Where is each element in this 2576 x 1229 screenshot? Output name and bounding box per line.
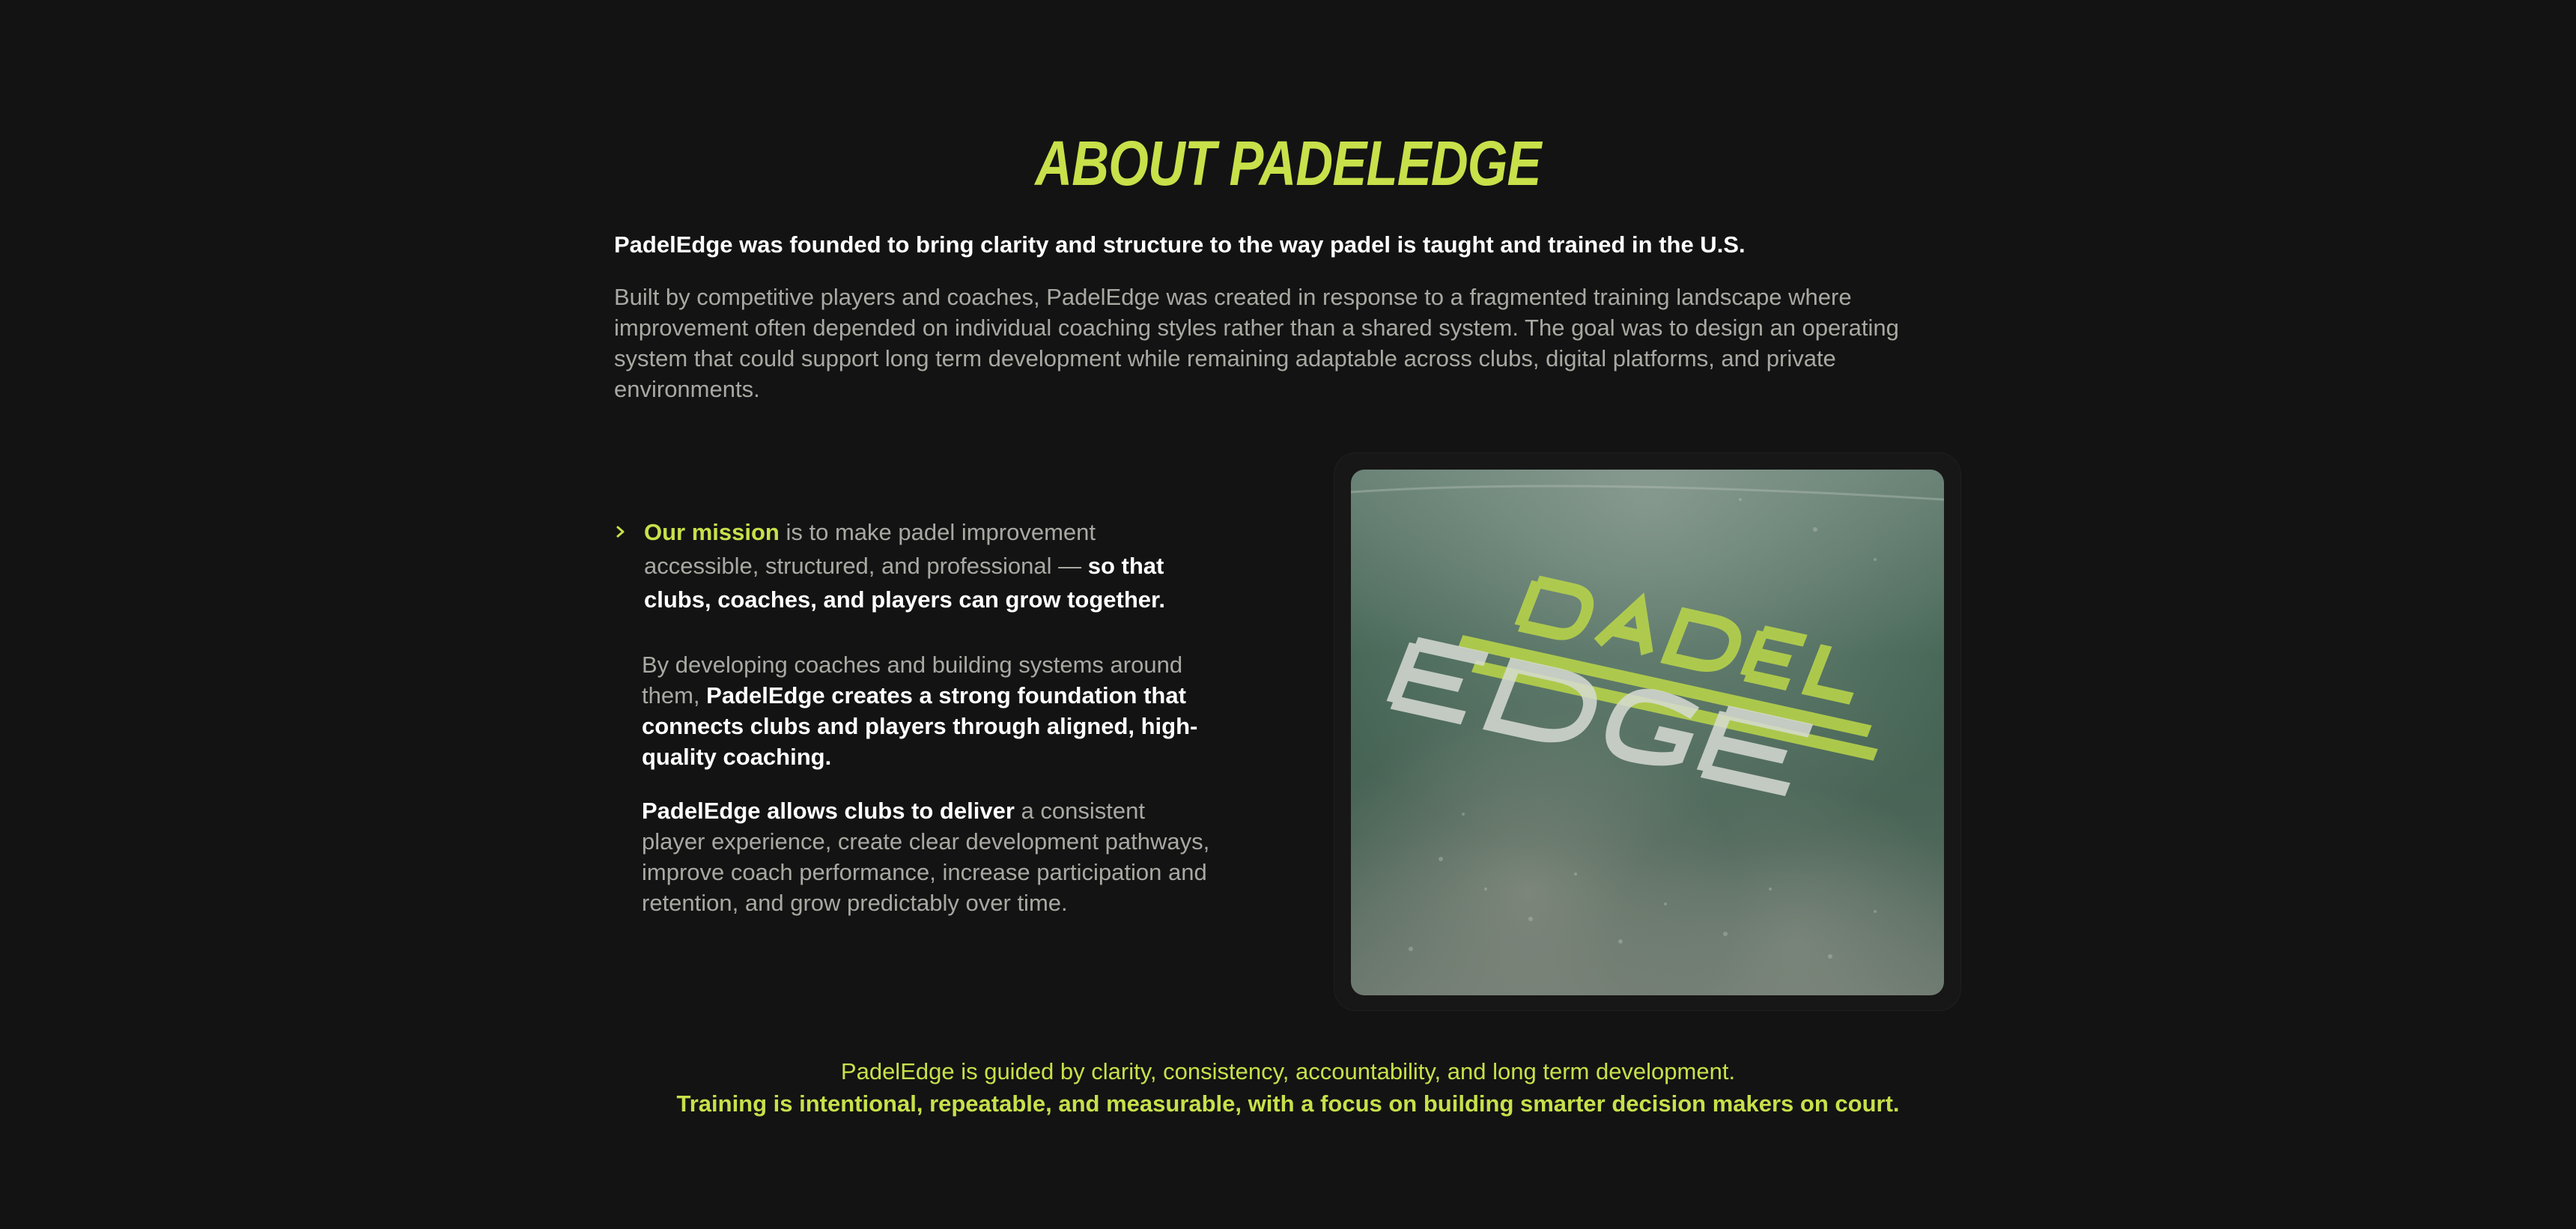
mission-text: is to make padel improvement accessible, structured, and professional — (644, 519, 1096, 579)
court-image-card (1334, 452, 1961, 1011)
mission-statement (644, 515, 1213, 616)
chevron-right-icon (614, 515, 632, 548)
foundation-paragraph (642, 649, 1241, 772)
court-image (1351, 470, 1944, 995)
foundation-emphasis: PadelEdge creates a strong foundation that connects clubs and players through aligned, high-quality coaching. (642, 682, 1198, 770)
mission-emphasis: so that clubs, coaches, and players can grow together. (644, 553, 1166, 613)
clubs-text: a consistent player experience, create clear development pathways, improve coach performance, increase participation and retention, and grow predictably over time. (642, 798, 1210, 916)
page-title: ABOUT PADELEDGE (1035, 128, 1541, 198)
clubs-emphasis: PadelEdge allows clubs to deliver (642, 798, 1015, 824)
intro-paragraph: Built by competitive players and coaches, PadelEdge was created in response to a fragmented training landscape where improvement often depended on individual coaching styles rather than a shared system. The goal was to design an operating system that could support long term development while remaining adaptable across clubs, digital platforms, and private environments. (614, 284, 1899, 402)
foundation-text: By developing coaches and building systems around them, (642, 652, 1183, 708)
closing-values: PadelEdge is guided by clarity, consistency, accountability, and long term development. (840, 1058, 1736, 1084)
clubs-paragraph (642, 795, 1211, 918)
mission-label: Our mission (644, 519, 780, 545)
closing-statement: Training is intentional, repeatable, and measurable, with a focus on building smarter decision makers on court. (676, 1090, 1900, 1117)
lead-statement: PadelEdge was founded to bring clarity and structure to the way padel is taught and trained in the U.S. (614, 231, 1746, 258)
